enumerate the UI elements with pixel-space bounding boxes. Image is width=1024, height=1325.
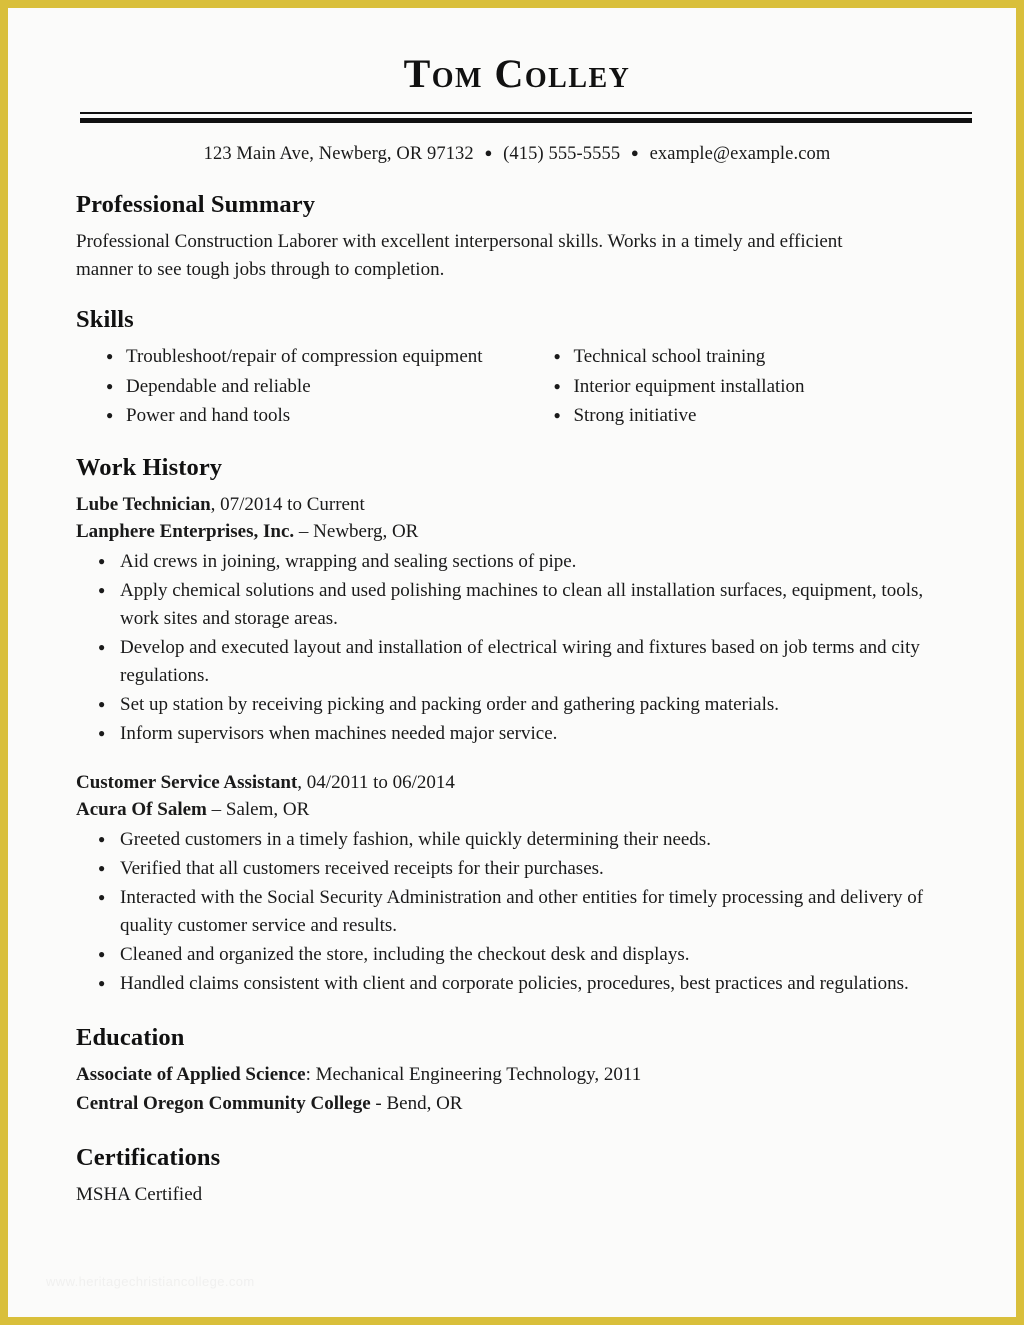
resume-content: [8, 8, 1016, 1317]
watermark-text: www.heritagechristiancollege.com: [46, 1274, 255, 1289]
section-title-skills: Skills: [76, 306, 134, 334]
education-degree-detail: : Mechanical Engineering Technology, 2011: [305, 1064, 642, 1086]
list-item: ● Develop and executed layout and installation of electrical wiring and fixtures based on job terms and city regulations.: [98, 634, 966, 690]
job-bullets: [68, 826, 966, 999]
contact-address: 123 Main Ave, Newberg, OR 97132: [203, 144, 474, 164]
job-entry: [68, 769, 966, 999]
job-location: – Newberg, OR: [294, 521, 419, 543]
list-item: ● Interacted with the Social Security Administration and other entities for timely processing and delivery of quality customer service and results.: [98, 884, 966, 940]
job-title-line: [76, 491, 966, 519]
list-item: ● Cleaned and organized the store, including the checkout desk and displays.: [98, 941, 966, 969]
section-title-education: Education: [76, 1024, 185, 1052]
list-item: ● Strong initiative: [553, 402, 966, 431]
list-item: ● Greeted customers in a timely fashion, while quickly determining their needs.: [98, 826, 966, 854]
divider-thick-rule: [80, 118, 972, 123]
section-title-work-history: Work History: [76, 453, 223, 481]
education-degree-line: [76, 1061, 966, 1090]
contact-phone: (415) 555-5555: [503, 144, 621, 164]
job-title: Lube Technician: [76, 493, 211, 515]
job-company-line: [76, 796, 966, 824]
section-title-summary: Professional Summary: [76, 191, 316, 218]
list-item: ● Handled claims consistent with client and corporate policies, procedures, best practices and regulations.: [98, 970, 966, 998]
skills-column-left: [76, 343, 528, 432]
page-title: Tom Colley: [403, 51, 631, 96]
job-dates: , 07/2014 to Current: [210, 493, 365, 515]
section-certifications: [68, 1144, 966, 1210]
job-company: Acura Of Salem: [76, 799, 207, 821]
list-item: ● Inform supervisors when machines needed major service.: [98, 720, 966, 748]
list-item: ● Technical school training: [553, 343, 966, 372]
section-professional-summary: [68, 191, 966, 284]
education-degree: Associate of Applied Science: [76, 1064, 306, 1086]
education-school-line: [76, 1090, 966, 1119]
summary-text: Professional Construction Laborer with excellent interpersonal skills. Works in a timely and efficient manner to see tough jobs through to completion.: [76, 231, 843, 281]
job-title: Customer Service Assistant: [76, 771, 298, 793]
section-title-certifications: Certifications: [76, 1144, 221, 1172]
list-item: ● Apply chemical solutions and used polishing machines to clean all installation surfaces, equipment, tools, work sites and storage areas.: [98, 577, 966, 633]
section-skills: [68, 306, 966, 432]
bullet-separator-icon: ●: [630, 145, 639, 160]
contact-line: [68, 144, 966, 165]
contact-email: example@example.com: [649, 144, 831, 164]
skills-column-right: [528, 343, 966, 432]
job-title-line: [76, 769, 966, 797]
skills-columns: [76, 343, 966, 432]
header-divider: [80, 112, 972, 123]
list-item: ● Power and hand tools: [106, 402, 528, 431]
skills-list-left: [76, 343, 528, 431]
section-work-history: [68, 454, 966, 999]
section-education: [68, 1024, 966, 1118]
job-bullets: [68, 548, 966, 749]
list-item: ● Aid crews in joining, wrapping and sealing sections of pipe.: [98, 548, 966, 576]
job-entry: [68, 491, 966, 749]
certification-item: MSHA Certified: [76, 1184, 203, 1206]
job-location: – Salem, OR: [206, 799, 310, 821]
list-item: ● Set up station by receiving picking and packing order and gathering packing materials.: [98, 691, 966, 719]
job-dates: , 04/2011 to 06/2014: [297, 771, 455, 793]
education-school: Central Oregon Community College: [76, 1092, 371, 1114]
bullet-separator-icon: ●: [484, 145, 493, 160]
education-school-detail: - Bend, OR: [370, 1092, 463, 1114]
skills-list-right: [528, 343, 966, 431]
list-item: ● Interior equipment installation: [553, 373, 966, 402]
list-item: ● Troubleshoot/repair of compression equipment: [106, 343, 528, 372]
list-item: ● Verified that all customers received receipts for their purchases.: [98, 855, 966, 883]
job-company: Lanphere Enterprises, Inc.: [76, 521, 295, 543]
job-company-line: [76, 518, 966, 546]
list-item: ● Dependable and reliable: [106, 373, 528, 402]
